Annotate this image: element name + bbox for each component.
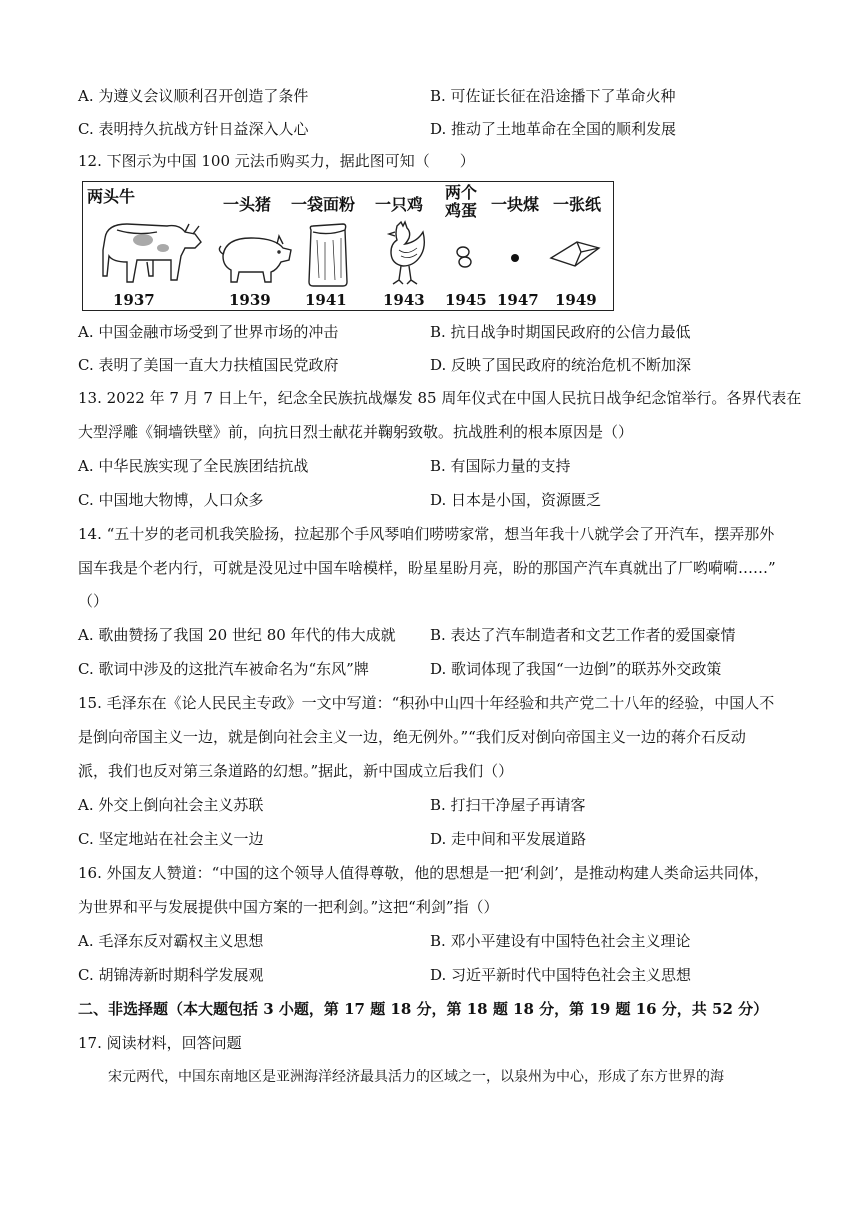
q16-option-a: A. 毛泽东反对霸权主义思想 [78, 932, 264, 950]
q13-stem-line1: 13. 2022 年 7 月 7 日上午，纪念全民族抗战爆发 85 周年仪式在中国人民抗日战争纪念馆举行。各界代表在 [78, 389, 802, 407]
figure-label-eggs-2: 鸡蛋 [445, 201, 478, 220]
q14-stem-line1: 14. “五十岁的老司机我笑脸扬，拉起那个手风琴咱们唠唠家常，想当年我十八就学会了开汽车，摆弄那外 [78, 525, 775, 543]
q12-option-a: A. 中国金融市场受到了世界市场的冲击 [78, 323, 339, 341]
q13-option-d: D. 日本是小国，资源匮乏 [430, 491, 602, 509]
q13-option-b: B. 有国际力量的支持 [430, 457, 571, 475]
figure-label-pig: 一头猪 [223, 195, 272, 214]
section-2-heading: 二、非选择题（本大题包括 3 小题，第 17 题 18 分，第 18 题 18 分，第 19 题 16 分，共 52 分） [78, 1000, 769, 1018]
figure-year-1943: 1943 [383, 291, 425, 309]
q14-option-d: D. 歌词体现了我国“一边倒”的联苏外交政策 [430, 660, 722, 678]
q16-option-c: C. 胡锦涛新时期科学发展观 [78, 966, 264, 984]
paper-icon [547, 238, 603, 268]
q16-option-b: B. 邓小平建设有中国特色社会主义理论 [430, 932, 691, 950]
q13-option-a: A. 中华民族实现了全民族团结抗战 [78, 457, 309, 475]
q15-option-d: D. 走中间和平发展道路 [430, 830, 587, 848]
q12-stem: 12. 下图示为中国 100 元法币购买力，据此图可知（ ） [78, 152, 475, 170]
q12-option-c: C. 表明了美国一直大力扶植国民党政府 [78, 356, 339, 374]
figure-year-1949: 1949 [555, 291, 597, 309]
q14-option-c: C. 歌词中涉及的这批汽车被命名为“东风”牌 [78, 660, 369, 678]
q17-material: 宋元两代，中国东南地区是亚洲海洋经济最具活力的区域之一，以泉州为中心，形成了东方世界的海 [108, 1069, 724, 1085]
figure-label-flour: 一袋面粉 [291, 195, 356, 214]
q16-stem-line1: 16. 外国友人赞道：“中国的这个领导人值得尊敬，他的思想是一把‘利剑’，是推动构建人类命运共同体， [78, 864, 769, 882]
q14-option-b: B. 表达了汽车制造者和文艺工作者的爱国豪情 [430, 626, 736, 644]
figure-year-1945: 1945 [445, 291, 487, 309]
q11-option-c: C. 表明持久抗战方针日益深入人心 [78, 120, 309, 138]
coal-icon [509, 252, 521, 264]
figure-year-1937: 1937 [113, 291, 155, 309]
q11-option-a: A. 为遵义会议顺利召开创造了条件 [78, 87, 309, 105]
q15-stem-line2: 是倒向帝国主义一边，就是倒向社会主义一边，绝无例外。”“我们反对倒向帝国主义一边的蒋介石反动 [78, 728, 746, 746]
purchasing-power-figure [82, 181, 614, 311]
q16-stem-line2: 为世界和平与发展提供中国方案的一把利剑。”这把“利剑”指（） [78, 898, 499, 916]
q11-option-d: D. 推动了土地革命在全国的顺利发展 [430, 120, 677, 138]
q12-option-d: D. 反映了国民政府的统治危机不断加深 [430, 356, 692, 374]
q14-stem-line3: （） [78, 592, 109, 610]
q13-stem-line2: 大型浮雕《铜墙铁壁》前，向抗日烈士献花并鞠躬致敬。抗战胜利的根本原因是（） [78, 423, 634, 441]
q12-option-b: B. 抗日战争时期国民政府的公信力最低 [430, 323, 691, 341]
figure-year-1939: 1939 [229, 291, 271, 309]
pig-icon [217, 230, 293, 286]
figure-label-eggs-1: 两个 [445, 183, 478, 202]
q14-stem-line2: 国车我是个老内行，可就是没见过中国车啥模样，盼星星盼月亮，盼的那国产汽车真就出了厂哟嗬嗬……” [78, 559, 776, 577]
q14-option-a: A. 歌曲赞扬了我国 20 世纪 80 年代的伟大成就 [78, 626, 396, 644]
q11-option-b: B. 可佐证长征在沿途播下了革命火种 [430, 87, 676, 105]
q16-option-d: D. 习近平新时代中国特色社会主义思想 [430, 966, 692, 984]
q15-option-a: A. 外交上倒向社会主义苏联 [78, 796, 264, 814]
figure-label-oxen: 两头牛 [87, 187, 136, 206]
two-oxen-icon [97, 210, 207, 290]
chicken-icon [383, 218, 429, 290]
q15-option-b: B. 打扫干净屋子再请客 [430, 796, 586, 814]
q17-stem: 17. 阅读材料，回答问题 [78, 1034, 242, 1052]
eggs-icon [453, 244, 477, 270]
q13-option-c: C. 中国地大物博，人口众多 [78, 491, 264, 509]
figure-year-1941: 1941 [305, 291, 347, 309]
figure-label-paper: 一张纸 [553, 195, 602, 214]
q15-stem-line1: 15. 毛泽东在《论人民民主专政》一文中写道：“积孙中山四十年经验和共产党二十八年的经验，中国人不 [78, 694, 775, 712]
figure-label-chicken: 一只鸡 [375, 195, 424, 214]
figure-label-coal: 一块煤 [491, 195, 540, 214]
q15-option-c: C. 坚定地站在社会主义一边 [78, 830, 264, 848]
figure-year-1947: 1947 [497, 291, 539, 309]
flour-bag-icon [305, 220, 351, 290]
q15-stem-line3: 派，我们也反对第三条道路的幻想。”据此，新中国成立后我们（） [78, 762, 514, 780]
